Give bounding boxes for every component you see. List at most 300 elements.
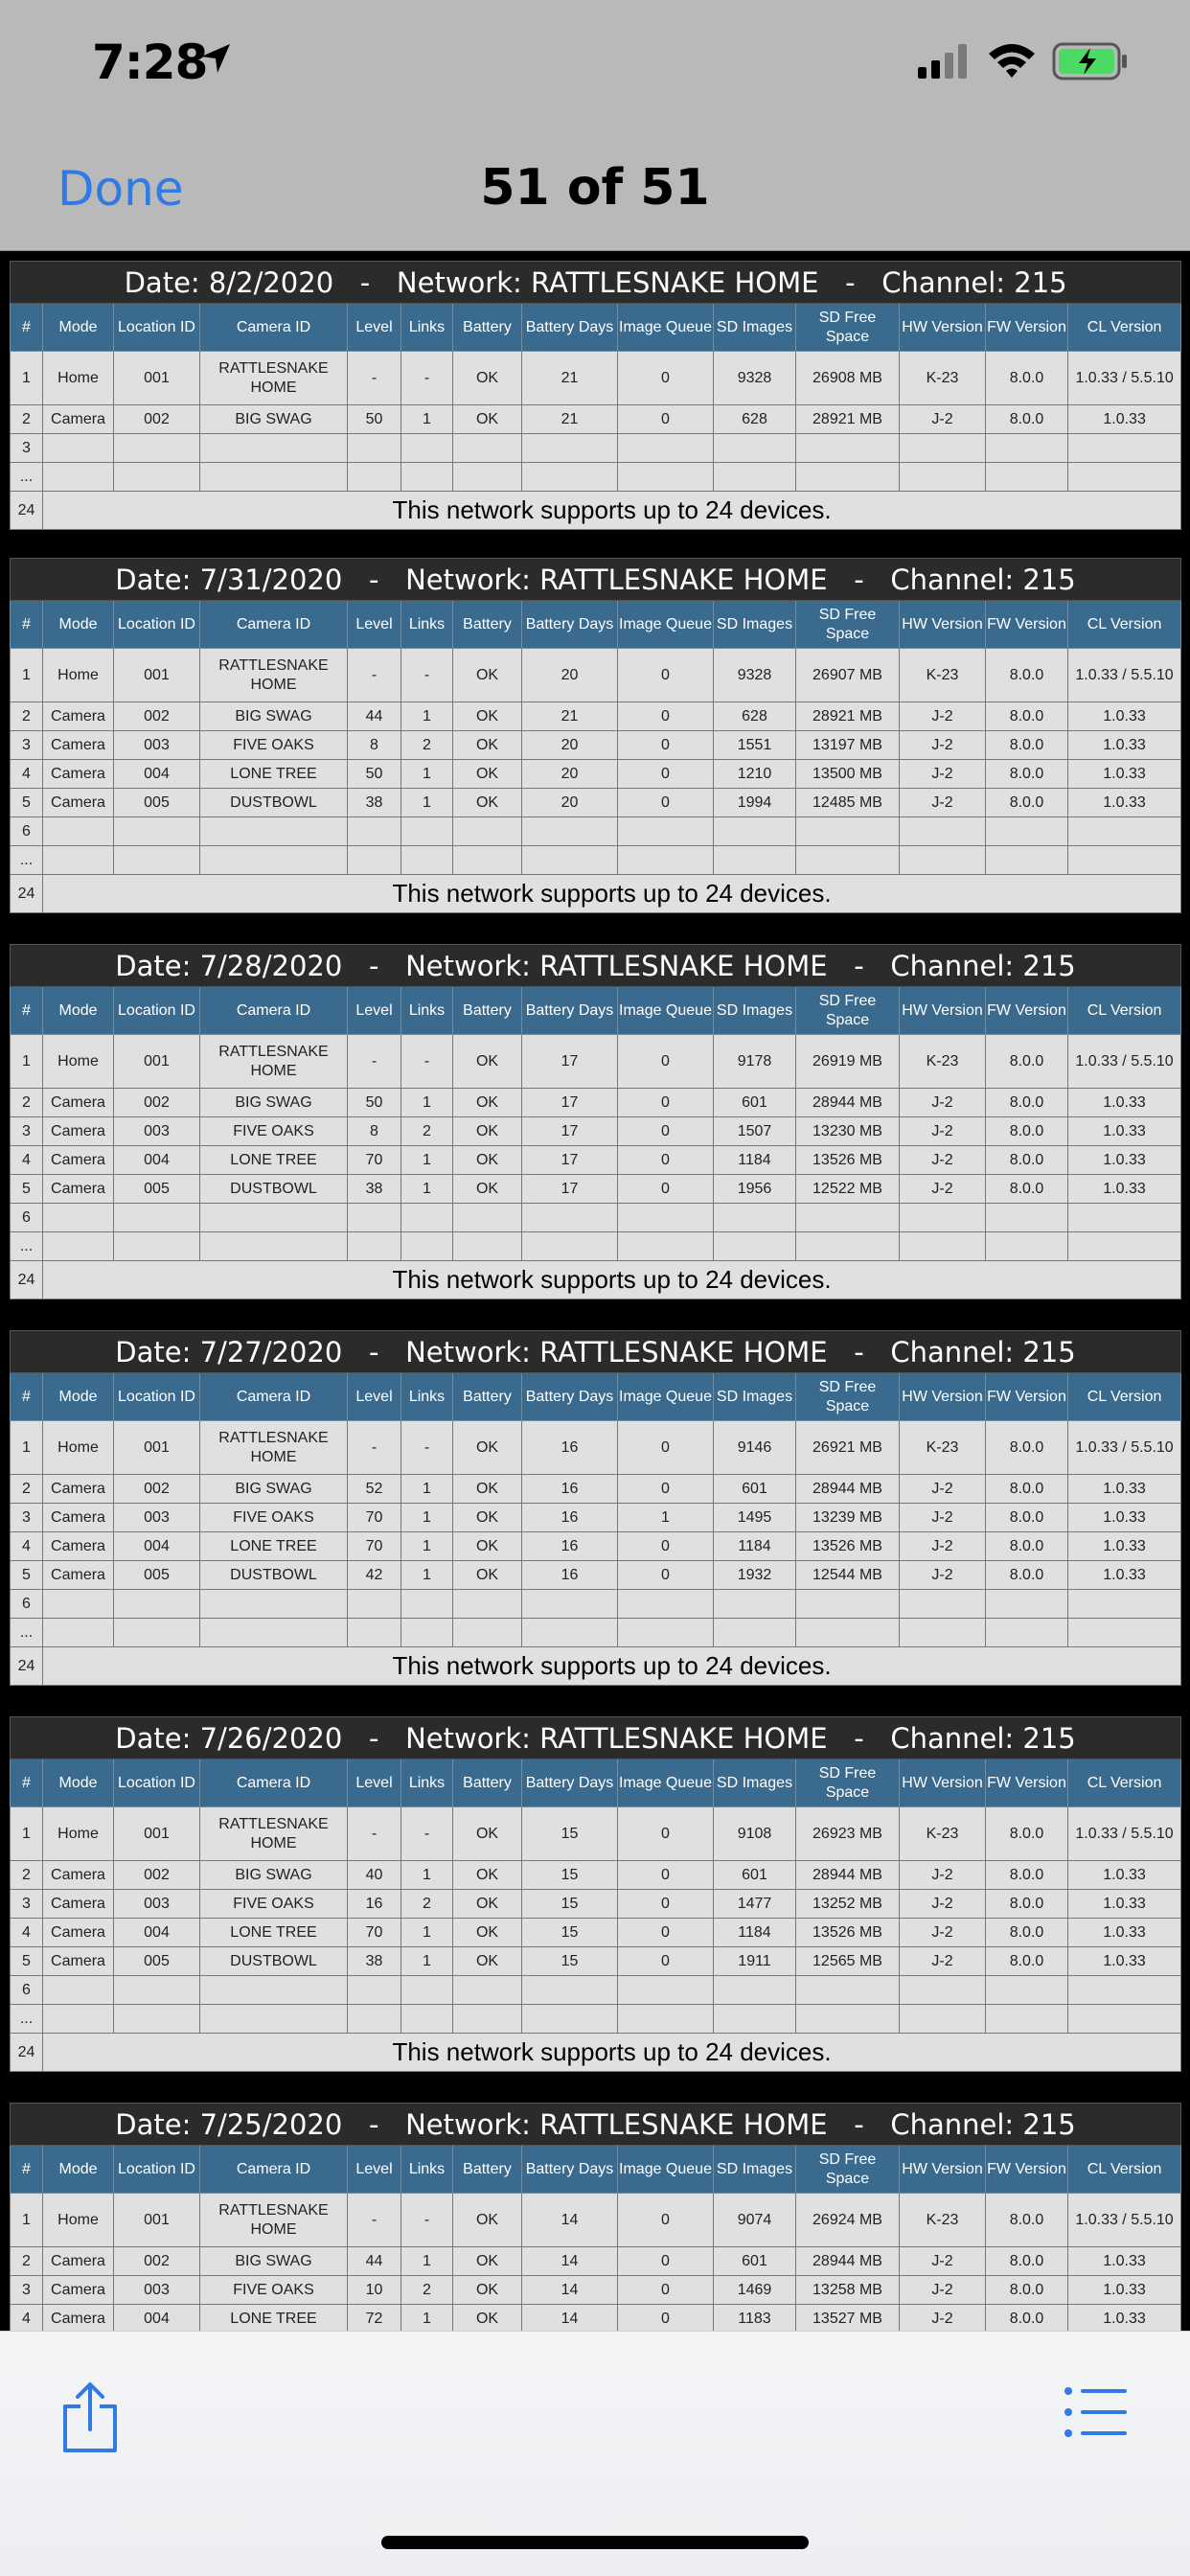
column-header: #: [11, 1760, 43, 1807]
table-cell: 1956: [714, 1175, 796, 1204]
device-row[interactable]: [11, 352, 1181, 405]
device-row[interactable]: [11, 2247, 1181, 2276]
table-cell: 3: [11, 731, 43, 760]
row-number: 24: [11, 2034, 43, 2072]
table-cell: K-23: [900, 2194, 986, 2247]
empty-cell: [43, 2005, 114, 2034]
empty-cell: [986, 1232, 1068, 1261]
table-cell: J-2: [900, 1475, 986, 1504]
table-cell: 2: [401, 731, 453, 760]
column-header: SD Images: [714, 987, 796, 1035]
table-cell: -: [348, 649, 401, 702]
empty-cell: [453, 1619, 522, 1647]
column-header: Battery: [453, 304, 522, 352]
device-row[interactable]: [11, 1175, 1181, 1204]
network-report: [10, 1716, 1180, 2072]
device-row[interactable]: [11, 1919, 1181, 1947]
table-cell: OK: [453, 1421, 522, 1475]
table-cell: 1.0.33: [1068, 1146, 1181, 1175]
table-cell: 1.0.33: [1068, 702, 1181, 731]
table-cell: 1: [11, 352, 43, 405]
table-cell: 005: [114, 1175, 200, 1204]
empty-device-row: [11, 1619, 1181, 1647]
table-cell: 1: [401, 1947, 453, 1976]
capacity-footer-row: [11, 2034, 1181, 2072]
table-cell: 4: [11, 1146, 43, 1175]
empty-cell: [1068, 1204, 1181, 1232]
done-button[interactable]: Done: [57, 161, 184, 217]
table-cell: 1: [11, 649, 43, 702]
empty-cell: [522, 1590, 618, 1619]
table-cell: 21: [522, 352, 618, 405]
report-title: Date: 8/2/2020 - Network: RATTLESNAKE HOME - Channel: 215: [11, 262, 1181, 304]
table-cell: 17: [522, 1146, 618, 1175]
share-icon[interactable]: [59, 2381, 121, 2454]
row-number: 6: [11, 1204, 43, 1232]
column-header: FW Version: [986, 304, 1068, 352]
table-cell: 004: [114, 2305, 200, 2332]
empty-cell: [401, 463, 453, 492]
empty-cell: [522, 2005, 618, 2034]
table-cell: OK: [453, 1919, 522, 1947]
table-cell: 1911: [714, 1947, 796, 1976]
home-indicator[interactable]: [381, 2536, 809, 2549]
column-header-row: [11, 1373, 1181, 1421]
capacity-note: This network supports up to 24 devices.: [43, 492, 1181, 530]
report-title: Date: 7/25/2020 - Network: RATTLESNAKE HOME - Channel: 215: [11, 2104, 1181, 2146]
table-cell: 003: [114, 1504, 200, 1532]
table-cell: OK: [453, 702, 522, 731]
table-cell: 9146: [714, 1421, 796, 1475]
table-cell: -: [348, 1035, 401, 1089]
column-header: Links: [401, 2146, 453, 2194]
table-cell: 0: [618, 649, 714, 702]
column-header: #: [11, 987, 43, 1035]
table-cell: OK: [453, 1146, 522, 1175]
empty-cell: [200, 2005, 348, 2034]
empty-cell: [43, 1619, 114, 1647]
table-cell: 1183: [714, 2305, 796, 2332]
empty-cell: [1068, 1232, 1181, 1261]
device-row[interactable]: [11, 1146, 1181, 1175]
table-cell: 1: [401, 2305, 453, 2332]
table-cell: 9074: [714, 2194, 796, 2247]
table-cell: J-2: [900, 702, 986, 731]
list-icon[interactable]: [1064, 2385, 1129, 2439]
table-cell: 628: [714, 405, 796, 434]
device-row[interactable]: [11, 649, 1181, 702]
column-header: Location ID: [114, 1373, 200, 1421]
empty-cell: [114, 2005, 200, 2034]
table-cell: Camera: [43, 1089, 114, 1117]
table-cell: -: [401, 352, 453, 405]
table-cell: J-2: [900, 731, 986, 760]
table-cell: OK: [453, 1117, 522, 1146]
table-cell: 1.0.33 / 5.5.10: [1068, 352, 1181, 405]
empty-cell: [1068, 1976, 1181, 2005]
table-cell: -: [401, 1807, 453, 1861]
column-header: Camera ID: [200, 1760, 348, 1807]
table-cell: 003: [114, 2276, 200, 2305]
empty-cell: [453, 2005, 522, 2034]
empty-cell: [348, 846, 401, 875]
device-row[interactable]: [11, 1475, 1181, 1504]
table-cell: 5: [11, 789, 43, 817]
table-cell: OK: [453, 352, 522, 405]
table-cell: J-2: [900, 2276, 986, 2305]
empty-cell: [114, 1619, 200, 1647]
table-cell: 17: [522, 1175, 618, 1204]
column-header: Camera ID: [200, 2146, 348, 2194]
table-cell: 42: [348, 1561, 401, 1590]
table-cell: J-2: [900, 1504, 986, 1532]
column-header: FW Version: [986, 1760, 1068, 1807]
device-row[interactable]: [11, 1089, 1181, 1117]
row-number: 6: [11, 817, 43, 846]
row-number: 3: [11, 434, 43, 463]
table-cell: LONE TREE: [200, 1146, 348, 1175]
column-header: Level: [348, 304, 401, 352]
table-cell: 1: [401, 702, 453, 731]
capacity-note: This network supports up to 24 devices.: [43, 2034, 1181, 2072]
empty-cell: [714, 817, 796, 846]
table-cell: 1: [11, 2194, 43, 2247]
table-cell: Camera: [43, 2276, 114, 2305]
table-cell: -: [401, 2194, 453, 2247]
column-header: SD Images: [714, 601, 796, 649]
table-cell: 16: [522, 1475, 618, 1504]
table-cell: 70: [348, 1532, 401, 1561]
table-cell: 2: [401, 1890, 453, 1919]
column-header: Battery: [453, 1760, 522, 1807]
device-row[interactable]: [11, 1504, 1181, 1532]
table-cell: 2: [11, 702, 43, 731]
table-cell: 1: [401, 1504, 453, 1532]
table-cell: 28944 MB: [796, 1475, 900, 1504]
empty-cell: [522, 463, 618, 492]
column-header: Camera ID: [200, 601, 348, 649]
table-cell: 13258 MB: [796, 2276, 900, 2305]
column-header: SD Free Space: [796, 1373, 900, 1421]
table-cell: 0: [618, 789, 714, 817]
table-cell: 8: [348, 731, 401, 760]
table-cell: 1994: [714, 789, 796, 817]
empty-cell: [200, 817, 348, 846]
table-cell: 1.0.33 / 5.5.10: [1068, 1807, 1181, 1861]
empty-cell: [43, 434, 114, 463]
empty-cell: [796, 846, 900, 875]
column-header: Level: [348, 2146, 401, 2194]
table-cell: DUSTBOWL: [200, 1947, 348, 1976]
column-header: Mode: [43, 1760, 114, 1807]
table-cell: RATTLESNAKE HOME: [200, 2194, 348, 2247]
column-header: Battery Days: [522, 987, 618, 1035]
table-cell: 8.0.0: [986, 1532, 1068, 1561]
row-number: ...: [11, 463, 43, 492]
table-cell: 004: [114, 1532, 200, 1561]
row-number: 24: [11, 1261, 43, 1300]
empty-cell: [401, 1232, 453, 1261]
table-cell: 601: [714, 1475, 796, 1504]
table-cell: 26907 MB: [796, 649, 900, 702]
device-row[interactable]: [11, 789, 1181, 817]
table-cell: 1.0.33: [1068, 1089, 1181, 1117]
column-header: Battery Days: [522, 1373, 618, 1421]
device-row[interactable]: [11, 1561, 1181, 1590]
table-cell: 15: [522, 1947, 618, 1976]
device-row[interactable]: [11, 760, 1181, 789]
column-header: Mode: [43, 2146, 114, 2194]
column-header: SD Free Space: [796, 304, 900, 352]
column-header: HW Version: [900, 601, 986, 649]
device-row[interactable]: [11, 1421, 1181, 1475]
empty-cell: [618, 1204, 714, 1232]
report-table: [10, 2103, 1181, 2331]
device-row[interactable]: [11, 1035, 1181, 1089]
table-cell: 4: [11, 760, 43, 789]
table-cell: 1.0.33: [1068, 1919, 1181, 1947]
table-cell: K-23: [900, 1807, 986, 1861]
device-row[interactable]: [11, 1117, 1181, 1146]
column-header: HW Version: [900, 304, 986, 352]
table-cell: 1: [11, 1421, 43, 1475]
status-time: 7:28: [92, 34, 208, 90]
table-cell: DUSTBOWL: [200, 789, 348, 817]
column-header: CL Version: [1068, 2146, 1181, 2194]
empty-device-row: [11, 2005, 1181, 2034]
empty-cell: [714, 1619, 796, 1647]
empty-cell: [522, 846, 618, 875]
empty-cell: [1068, 463, 1181, 492]
table-cell: 1: [401, 789, 453, 817]
table-cell: RATTLESNAKE HOME: [200, 649, 348, 702]
device-row[interactable]: [11, 2276, 1181, 2305]
column-header: Battery: [453, 1373, 522, 1421]
empty-cell: [796, 463, 900, 492]
table-cell: 002: [114, 2247, 200, 2276]
table-cell: 0: [618, 1421, 714, 1475]
empty-cell: [453, 1976, 522, 2005]
empty-cell: [401, 1590, 453, 1619]
report-title-row: [11, 262, 1181, 304]
table-cell: 5: [11, 1561, 43, 1590]
table-cell: -: [348, 2194, 401, 2247]
table-cell: Camera: [43, 1175, 114, 1204]
empty-cell: [618, 1232, 714, 1261]
table-cell: 13239 MB: [796, 1504, 900, 1532]
table-cell: 0: [618, 2305, 714, 2332]
table-cell: OK: [453, 1532, 522, 1561]
table-cell: K-23: [900, 1421, 986, 1475]
column-header: Battery: [453, 2146, 522, 2194]
device-row[interactable]: [11, 1861, 1181, 1890]
table-cell: 1210: [714, 760, 796, 789]
navigation-header: [0, 0, 1190, 251]
table-cell: 8.0.0: [986, 1421, 1068, 1475]
table-cell: 12544 MB: [796, 1561, 900, 1590]
table-cell: 16: [348, 1890, 401, 1919]
table-cell: 1.0.33 / 5.5.10: [1068, 649, 1181, 702]
empty-device-row: [11, 817, 1181, 846]
table-cell: 26923 MB: [796, 1807, 900, 1861]
table-cell: 1.0.33: [1068, 1861, 1181, 1890]
column-header: Links: [401, 987, 453, 1035]
column-header: SD Images: [714, 1373, 796, 1421]
table-cell: 1184: [714, 1532, 796, 1561]
table-cell: Camera: [43, 1561, 114, 1590]
table-cell: 1.0.33: [1068, 1947, 1181, 1976]
battery-charging-icon: [1052, 42, 1129, 80]
empty-cell: [114, 434, 200, 463]
table-cell: -: [348, 1421, 401, 1475]
report-title: Date: 7/28/2020 - Network: RATTLESNAKE HOME - Channel: 215: [11, 945, 1181, 987]
table-cell: 0: [618, 760, 714, 789]
table-cell: 8.0.0: [986, 405, 1068, 434]
column-header: FW Version: [986, 987, 1068, 1035]
empty-cell: [114, 846, 200, 875]
table-cell: 9328: [714, 649, 796, 702]
table-cell: 9108: [714, 1807, 796, 1861]
table-cell: 8.0.0: [986, 2194, 1068, 2247]
table-cell: 26919 MB: [796, 1035, 900, 1089]
table-cell: 0: [618, 405, 714, 434]
empty-cell: [401, 846, 453, 875]
table-cell: 12565 MB: [796, 1947, 900, 1976]
column-header: Image Queue: [618, 1373, 714, 1421]
empty-cell: [114, 1976, 200, 2005]
table-cell: 0: [618, 1890, 714, 1919]
table-cell: 1: [401, 405, 453, 434]
empty-cell: [200, 1204, 348, 1232]
table-cell: 5: [11, 1947, 43, 1976]
device-row[interactable]: [11, 1890, 1181, 1919]
empty-cell: [618, 434, 714, 463]
table-cell: 8.0.0: [986, 2276, 1068, 2305]
column-header: Links: [401, 304, 453, 352]
table-cell: 002: [114, 702, 200, 731]
table-cell: 1.0.33: [1068, 1890, 1181, 1919]
table-cell: OK: [453, 2194, 522, 2247]
table-cell: 628: [714, 702, 796, 731]
table-cell: 13526 MB: [796, 1532, 900, 1561]
column-header: SD Free Space: [796, 601, 900, 649]
table-cell: OK: [453, 760, 522, 789]
table-cell: OK: [453, 1475, 522, 1504]
column-header: CL Version: [1068, 601, 1181, 649]
empty-cell: [453, 1590, 522, 1619]
empty-cell: [348, 434, 401, 463]
device-row[interactable]: [11, 1947, 1181, 1976]
empty-cell: [986, 1976, 1068, 2005]
capacity-footer-row: [11, 1647, 1181, 1686]
table-cell: 8.0.0: [986, 760, 1068, 789]
device-row[interactable]: [11, 1807, 1181, 1861]
empty-cell: [522, 1204, 618, 1232]
empty-cell: [200, 1619, 348, 1647]
empty-cell: [401, 817, 453, 846]
table-cell: OK: [453, 2305, 522, 2332]
device-row[interactable]: [11, 405, 1181, 434]
column-header: Location ID: [114, 304, 200, 352]
device-row[interactable]: [11, 2194, 1181, 2247]
table-cell: 1: [401, 1561, 453, 1590]
reports-list[interactable]: [0, 251, 1190, 2331]
empty-cell: [986, 846, 1068, 875]
column-header: Battery Days: [522, 1760, 618, 1807]
table-cell: 15: [522, 1919, 618, 1947]
table-cell: BIG SWAG: [200, 405, 348, 434]
table-cell: 1: [401, 760, 453, 789]
table-cell: 003: [114, 1890, 200, 1919]
column-header: Links: [401, 1760, 453, 1807]
table-cell: 1.0.33: [1068, 405, 1181, 434]
report-title-row: [11, 2104, 1181, 2146]
table-cell: 1: [401, 2247, 453, 2276]
table-cell: 28944 MB: [796, 2247, 900, 2276]
empty-cell: [453, 434, 522, 463]
empty-cell: [618, 2005, 714, 2034]
empty-cell: [200, 1232, 348, 1261]
table-cell: RATTLESNAKE HOME: [200, 1421, 348, 1475]
table-cell: OK: [453, 649, 522, 702]
table-cell: 70: [348, 1146, 401, 1175]
table-cell: 13526 MB: [796, 1146, 900, 1175]
empty-cell: [200, 434, 348, 463]
empty-cell: [348, 1590, 401, 1619]
column-header: CL Version: [1068, 1373, 1181, 1421]
table-cell: 1.0.33 / 5.5.10: [1068, 1035, 1181, 1089]
device-row[interactable]: [11, 702, 1181, 731]
network-report: [10, 1330, 1180, 1686]
report-title: Date: 7/27/2020 - Network: RATTLESNAKE HOME - Channel: 215: [11, 1331, 1181, 1373]
empty-cell: [1068, 817, 1181, 846]
table-cell: 70: [348, 1919, 401, 1947]
table-cell: 1: [401, 1532, 453, 1561]
table-cell: OK: [453, 1175, 522, 1204]
table-cell: Home: [43, 1035, 114, 1089]
device-row[interactable]: [11, 731, 1181, 760]
table-cell: RATTLESNAKE HOME: [200, 1035, 348, 1089]
empty-cell: [714, 846, 796, 875]
table-cell: 1469: [714, 2276, 796, 2305]
report-title: Date: 7/31/2020 - Network: RATTLESNAKE HOME - Channel: 215: [11, 559, 1181, 601]
table-cell: 1.0.33: [1068, 2276, 1181, 2305]
empty-cell: [348, 1232, 401, 1261]
table-cell: 8.0.0: [986, 352, 1068, 405]
empty-cell: [348, 1976, 401, 2005]
table-cell: FIVE OAKS: [200, 1504, 348, 1532]
empty-cell: [114, 1590, 200, 1619]
table-cell: 1495: [714, 1504, 796, 1532]
network-report: [10, 261, 1180, 530]
table-cell: 38: [348, 1947, 401, 1976]
table-cell: 003: [114, 1117, 200, 1146]
table-cell: 4: [11, 2305, 43, 2332]
table-cell: OK: [453, 1861, 522, 1890]
table-cell: 9178: [714, 1035, 796, 1089]
table-cell: 3: [11, 2276, 43, 2305]
column-header: SD Free Space: [796, 987, 900, 1035]
table-cell: 16: [522, 1532, 618, 1561]
empty-cell: [986, 463, 1068, 492]
table-cell: 1: [401, 1861, 453, 1890]
column-header: Camera ID: [200, 304, 348, 352]
device-row[interactable]: [11, 2305, 1181, 2332]
device-row[interactable]: [11, 1532, 1181, 1561]
empty-cell: [401, 1619, 453, 1647]
table-cell: 004: [114, 760, 200, 789]
empty-cell: [900, 817, 986, 846]
